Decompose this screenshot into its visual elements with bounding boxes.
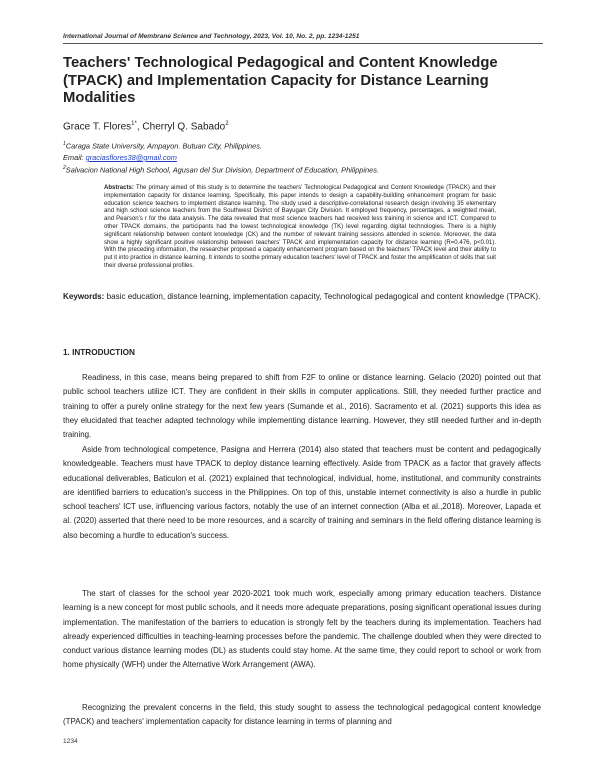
email-link[interactable]: graciasflores38@gmail.com bbox=[85, 153, 177, 162]
section-heading: 1. INTRODUCTION bbox=[63, 348, 135, 357]
author-separator: , bbox=[136, 121, 143, 133]
keywords-label: Keywords: bbox=[63, 292, 105, 301]
keywords-text: basic education, distance learning, implementation capacity, Technological pedagogical and content knowledge (TPACK). bbox=[104, 292, 541, 301]
affiliation-text: Caraga State University, Ampayon. Butuan City, Philippines. bbox=[65, 141, 262, 151]
affiliation-text: Salvacion National High School, Agusan del Sur Division, Department of Education, Philippines. bbox=[65, 165, 379, 175]
body-paragraph: The start of classes for the school year 2020-2021 took much work, especially among primary education teachers. Distance learning is a new concept for most public schools, and it needs more adequate preparations, posing significant operational issues during implementation. The manifestation of the barriers to education is strongly felt by the teachers during its implementation. Teachers had already experienced difficulties in teaching-learning processes before the pandemic. The challenge doubled when they were directed to conduct various distance learning modes (DL) as students could stay home. At the same time, they could report to school or work from home physically (WFH) under the Alternative Work Arrangement (AWA). bbox=[63, 589, 541, 670]
keywords bbox=[63, 291, 541, 303]
body-paragraph: Aside from technological competence, Pasigna and Herrera (2014) also stated that teachers must be content and pedagogically knowledgeable. Teachers must have TPACK to deploy distance learning effectively. Aside from TPACK as a factor that gravely affects educational deliverables, Baticulon et al. (2021) explained that technological, individual, home, institutional, and community constraints are identified barriers to education's success in the Philippines. On top of this, unstable internet connectivity is also a hurdle in public school teachers' ICT use, influencing various factors, notably the use of an internet connection (Alba et al.,2018). Moreover, Lapada et al. (2020) asserted that there need to be more resources, and a scarcity of training and seminars in the field offering distance learning is also becoming a hurdle to education's success. bbox=[63, 445, 541, 540]
body-paragraph: Readiness, in this case, means being prepared to shift from F2F to online or distance learning. Gelacio (2020) pointed out that public school teachers utilize ICT. They are confident in their skills in computer applications. Still, they needed further practice and training to offer a purely online strategy for the next few years (Sumande et al., 2016). Sacramento et al. (2021) supports this idea as they elucidated that teacher adapted technology while implementing distance learning. However, they still needed further and in-depth training. bbox=[63, 373, 541, 440]
affiliation-2 bbox=[63, 165, 379, 174]
abstract bbox=[104, 185, 496, 271]
page-number: 1234 bbox=[63, 738, 78, 745]
author-line bbox=[63, 121, 229, 132]
abstract-label: Abstracts: bbox=[104, 185, 134, 191]
author-superscript: 1* bbox=[131, 121, 137, 127]
affiliation-superscript: 2 bbox=[63, 165, 66, 171]
author-name: Grace T. Flores bbox=[63, 121, 132, 133]
email-label: Email: bbox=[63, 153, 86, 162]
author-superscript: 2 bbox=[225, 121, 229, 127]
affiliation-superscript: 1 bbox=[63, 141, 66, 147]
body-paragraph: Recognizing the prevalent concerns in the field, this study sought to assess the technological pedagogical content knowledge (TPACK) and teachers' implementation capacity for distance learning in terms of planning and bbox=[63, 703, 541, 727]
email-line bbox=[63, 153, 177, 162]
abstract-text: The primary aimed of this study is to determine the teachers' Technological Pedagogical and Content Knowledge (TPACK) and their implementation capacity for distance learning. Specifically, this paper intends to design a capability-building enhancement program for basic education science teachers to implement distance learning. The study used a descriptive-correlational research design involving 35 elementary and high school science teachers from the Southwest District of Bayugan City Division. It employed frequency, percentages, a weighted mean, and Pearson's r for the data analysis. The data revealed that most science teachers had received less training in science and ICT. Compared to other TPACK domains, the participants had the lowest technological knowledge (TK) level regarding digital technologies. There is a highly significant relationship between content knowledge (CK) and the number of relevant training sessions attended in science. Moreover, the data show a highly significant positive relationship between teachers' TPACK and implementation capacity for distance learning (R=0.476, p<0.01). With the preceding information, the researcher proposed a capacity enhancement program based on the teachers' TPACK level and their ability to put it into practice in distance learning. It intends to soothe primary education teachers' level of TPACK and foster the amplification of skills that suit their diverse professional profiles. bbox=[104, 185, 496, 269]
author-name: Cherryl Q. Sabado bbox=[142, 121, 226, 133]
paper-title: Teachers' Technological Pedagogical and Content Knowledge (TPACK) and Implementation Capacity for Distance Learning Modalities bbox=[63, 55, 498, 107]
affiliation-1 bbox=[63, 141, 262, 150]
journal-header: International Journal of Membrane Science and Technology, 2023, Vol. 10, No. 2, pp. 1234-1251 bbox=[63, 33, 543, 44]
